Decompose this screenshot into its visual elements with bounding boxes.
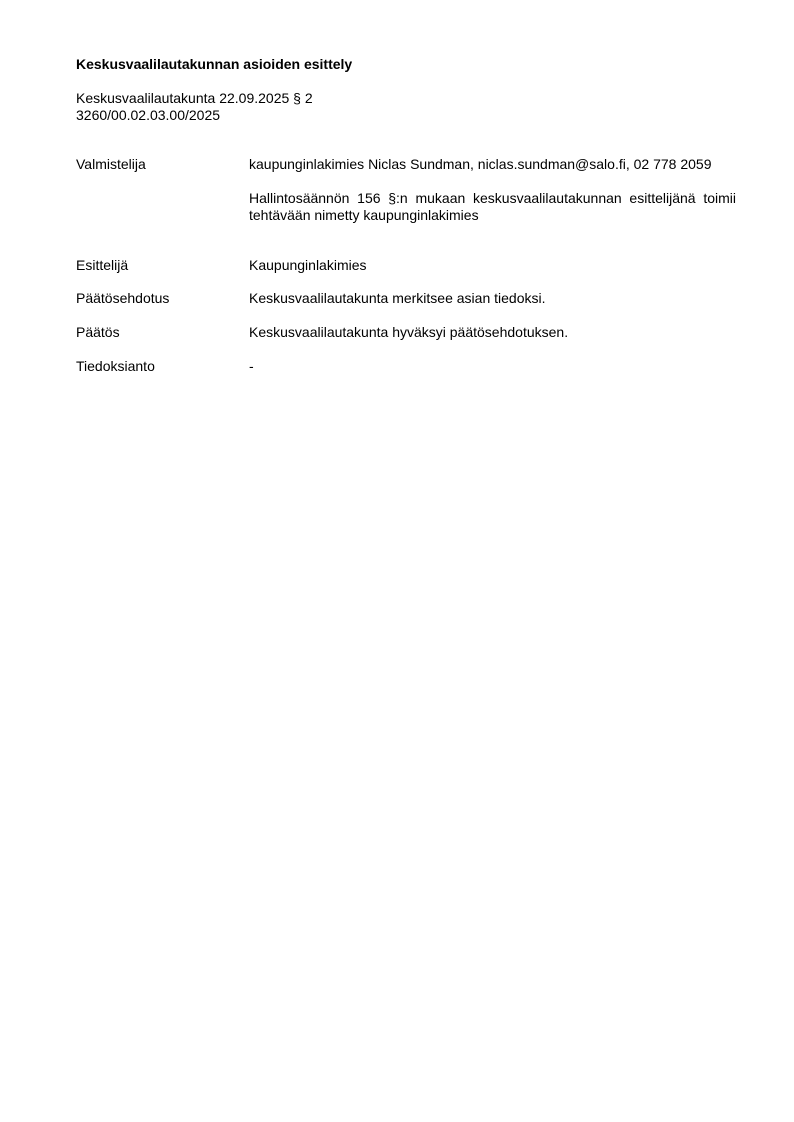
field-row-esittelija <box>76 257 736 274</box>
document-page <box>76 56 736 375</box>
case-number: 3260/00.02.03.00/2025 <box>76 107 221 123</box>
field-label-tiedoksianto: Tiedoksianto <box>76 358 155 374</box>
field-value-esittelija: Kaupunginlakimies <box>249 257 367 273</box>
field-list <box>76 156 736 375</box>
meeting-line: Keskusvaalilautakunta 22.09.2025 § 2 <box>76 90 313 106</box>
field-value-paatosehdotus: Keskusvaalilautakunta merkitsee asian tiedoksi. <box>249 290 546 306</box>
field-label-paatosehdotus: Päätösehdotus <box>76 290 170 306</box>
document-title: Keskusvaalilautakunnan asioiden esittely <box>76 56 353 72</box>
field-row-valmistelija <box>76 156 736 224</box>
field-row-paatos <box>76 324 736 341</box>
field-label-esittelija: Esittelijä <box>76 257 129 273</box>
field-value-paatos: Keskusvaalilautakunta hyväksyi päätösehdotuksen. <box>249 324 569 340</box>
field-value-tiedoksianto: - <box>249 358 254 374</box>
field-row-tiedoksianto <box>76 358 736 375</box>
preparer-contact: kaupunginlakimies Niclas Sundman, niclas.sundman@salo.fi, 02 778 2059 <box>249 156 712 172</box>
field-row-paatosehdotus <box>76 290 736 307</box>
document-meta <box>76 90 736 124</box>
field-label-valmistelija: Valmistelija <box>76 156 146 172</box>
field-label-paatos: Päätös <box>76 324 120 340</box>
preparer-note: Hallintosäännön 156 §:n mukaan keskusvaalilautakunnan esittelijänä toimii tehtävään nimetty kaupunginlakimies <box>249 190 736 223</box>
field-value-valmistelija <box>249 156 736 224</box>
